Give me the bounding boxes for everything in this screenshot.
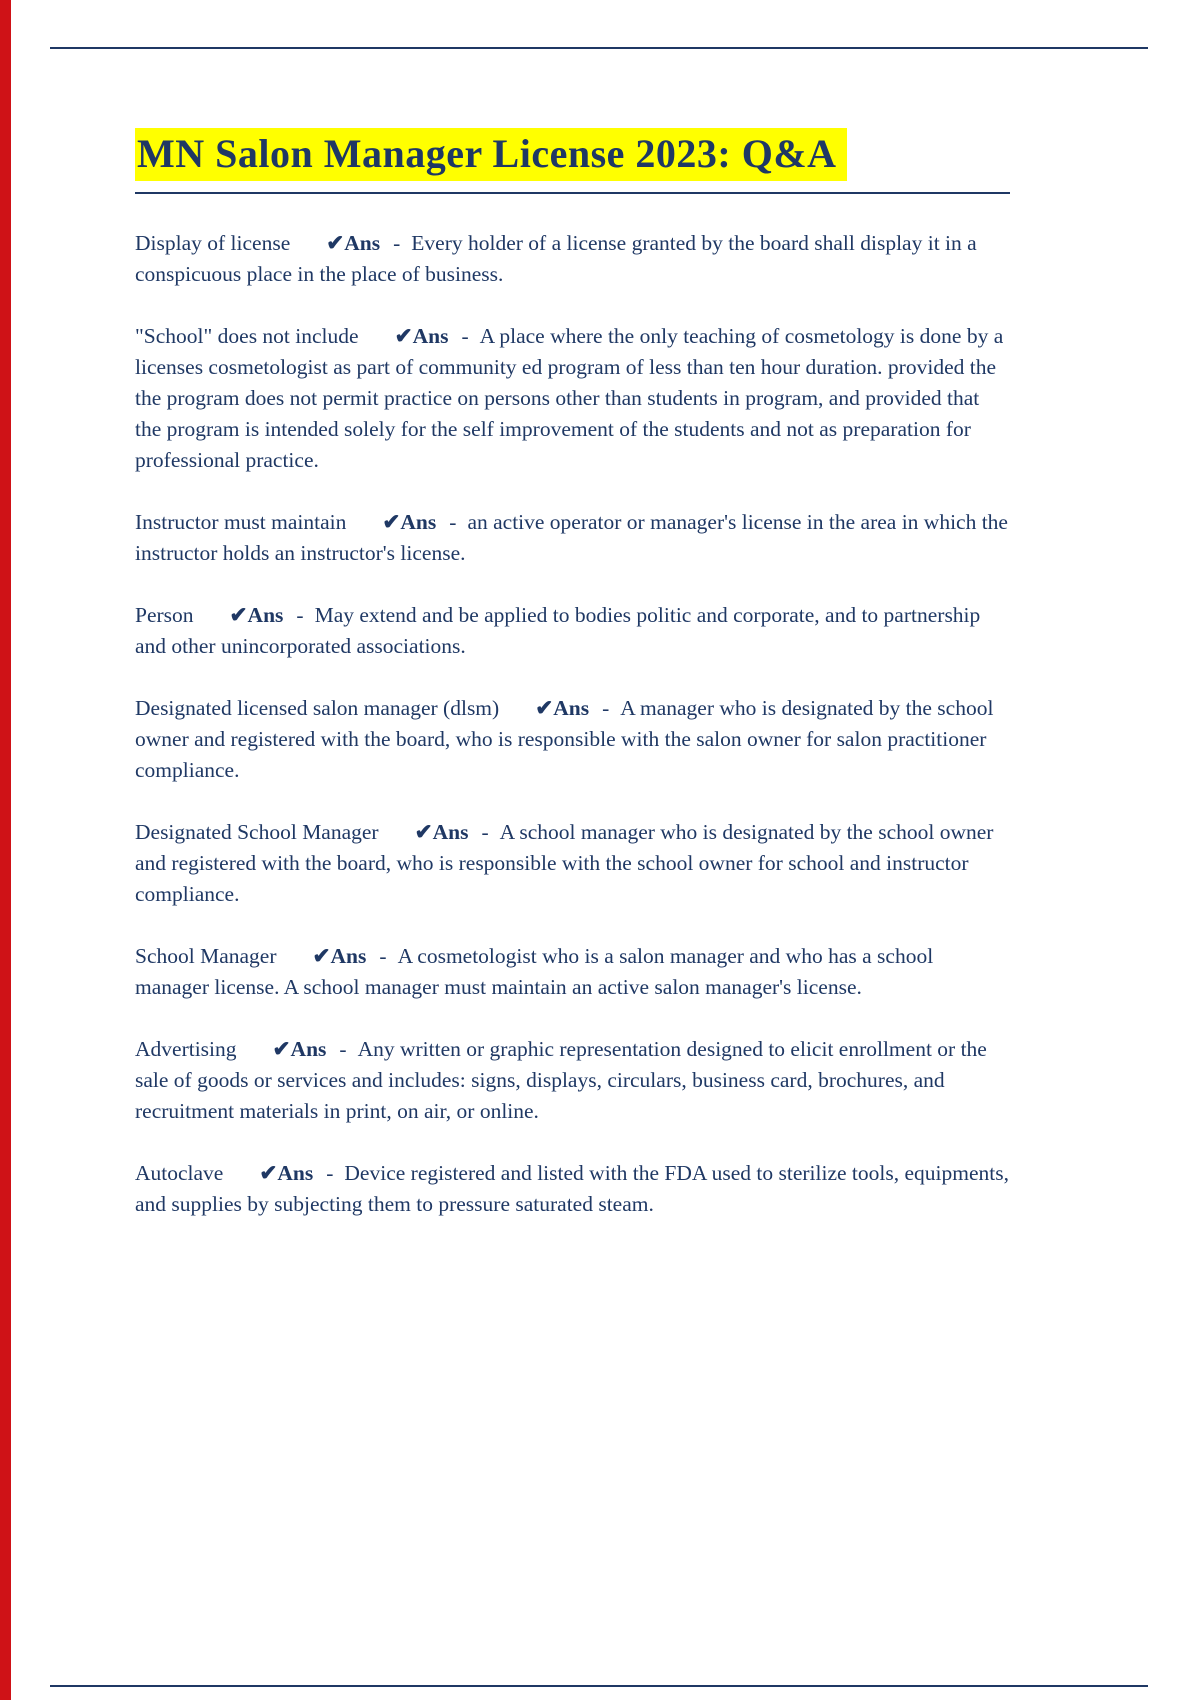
ans-label: Ans [432, 820, 469, 844]
qa-term: School Manager [135, 944, 277, 968]
qa-answer: May extend and be applied to bodies politic and corporate, and to partnership and other unincorporated associations. [135, 603, 981, 658]
qa-item [135, 693, 1010, 786]
ans-label: Ans [412, 324, 449, 348]
checkmark-icon: ✔ [272, 1037, 291, 1061]
checkmark-icon: ✔ [414, 820, 433, 844]
qa-item [135, 507, 1010, 569]
qa-answer: A school manager who is designated by the school owner and registered with the board, who is responsible with the school owner for school and instructor compliance. [135, 820, 994, 906]
qa-term: "School" does not include [135, 324, 359, 348]
qa-term: Advertising [135, 1037, 237, 1061]
dash-separator: - [379, 944, 387, 968]
ans-label: Ans [330, 944, 367, 968]
checkmark-icon: ✔ [312, 944, 331, 968]
qa-item [135, 817, 1010, 910]
checkmark-icon: ✔ [259, 1161, 278, 1185]
ans-label: Ans [400, 510, 437, 534]
bottom-rule [50, 1685, 1148, 1687]
qa-term: Designated licensed salon manager (dlsm) [135, 696, 500, 720]
qa-item [135, 941, 1010, 1003]
ans-label: Ans [277, 1161, 314, 1185]
qa-term: Autoclave [135, 1161, 224, 1185]
ans-label: Ans [290, 1037, 327, 1061]
qa-answer: Any written or graphic representation designed to elicit enrollment or the sale of goods or services and includes: signs, displays, circulars, business card, brochures, and recruitment materials in print, on air, or online. [135, 1037, 987, 1123]
qa-item [135, 1034, 1010, 1127]
qa-term: Instructor must maintain [135, 510, 347, 534]
qa-item [135, 600, 1010, 662]
page-title [135, 130, 1010, 194]
checkmark-icon: ✔ [535, 696, 554, 720]
top-rule [50, 47, 1148, 49]
qa-item [135, 321, 1010, 476]
dash-separator: - [393, 231, 401, 255]
checkmark-icon: ✔ [326, 231, 345, 255]
left-red-stripe [0, 0, 11, 1700]
dash-separator: - [481, 820, 489, 844]
qa-answer: Every holder of a license granted by the board shall display it in a conspicuous place in the place of business. [135, 231, 977, 286]
document-content [135, 130, 1010, 1251]
dash-separator: - [339, 1037, 347, 1061]
qa-item [135, 1158, 1010, 1220]
qa-answer: an active operator or manager's license in the area in which the instructor holds an instructor's license. [135, 510, 1008, 565]
checkmark-icon: ✔ [394, 324, 413, 348]
qa-term: Designated School Manager [135, 820, 379, 844]
dash-separator: - [326, 1161, 334, 1185]
ans-label: Ans [247, 603, 284, 627]
checkmark-icon: ✔ [229, 603, 248, 627]
dash-separator: - [602, 696, 610, 720]
checkmark-icon: ✔ [382, 510, 401, 534]
ans-label: Ans [553, 696, 590, 720]
dash-separator: - [296, 603, 304, 627]
qa-answer: Device registered and listed with the FDA used to sterilize tools, equipments, and supplies by subjecting them to pressure saturated steam. [135, 1161, 1009, 1216]
qa-answer: A cosmetologist who is a salon manager and who has a school manager license. A school manager must maintain an active salon manager's license. [135, 944, 934, 999]
qa-term: Display of license [135, 231, 291, 255]
dash-separator: - [461, 324, 469, 348]
qa-term: Person [135, 603, 194, 627]
page-title-text: MN Salon Manager License 2023: Q&A [135, 128, 847, 181]
ans-label: Ans [344, 231, 381, 255]
qa-answer: A manager who is designated by the school owner and registered with the board, who is responsible with the salon owner for salon practitioner compliance. [135, 696, 994, 782]
dash-separator: - [449, 510, 457, 534]
qa-answer: A place where the only teaching of cosmetology is done by a licenses cosmetologist as part of community ed program of less than ten hour duration. provided the the program does not permit practice on persons other than students in program, and provided that the program is intended solely for the self improvement of the students and not as preparation for professional practice. [135, 324, 1004, 472]
qa-item [135, 228, 1010, 290]
